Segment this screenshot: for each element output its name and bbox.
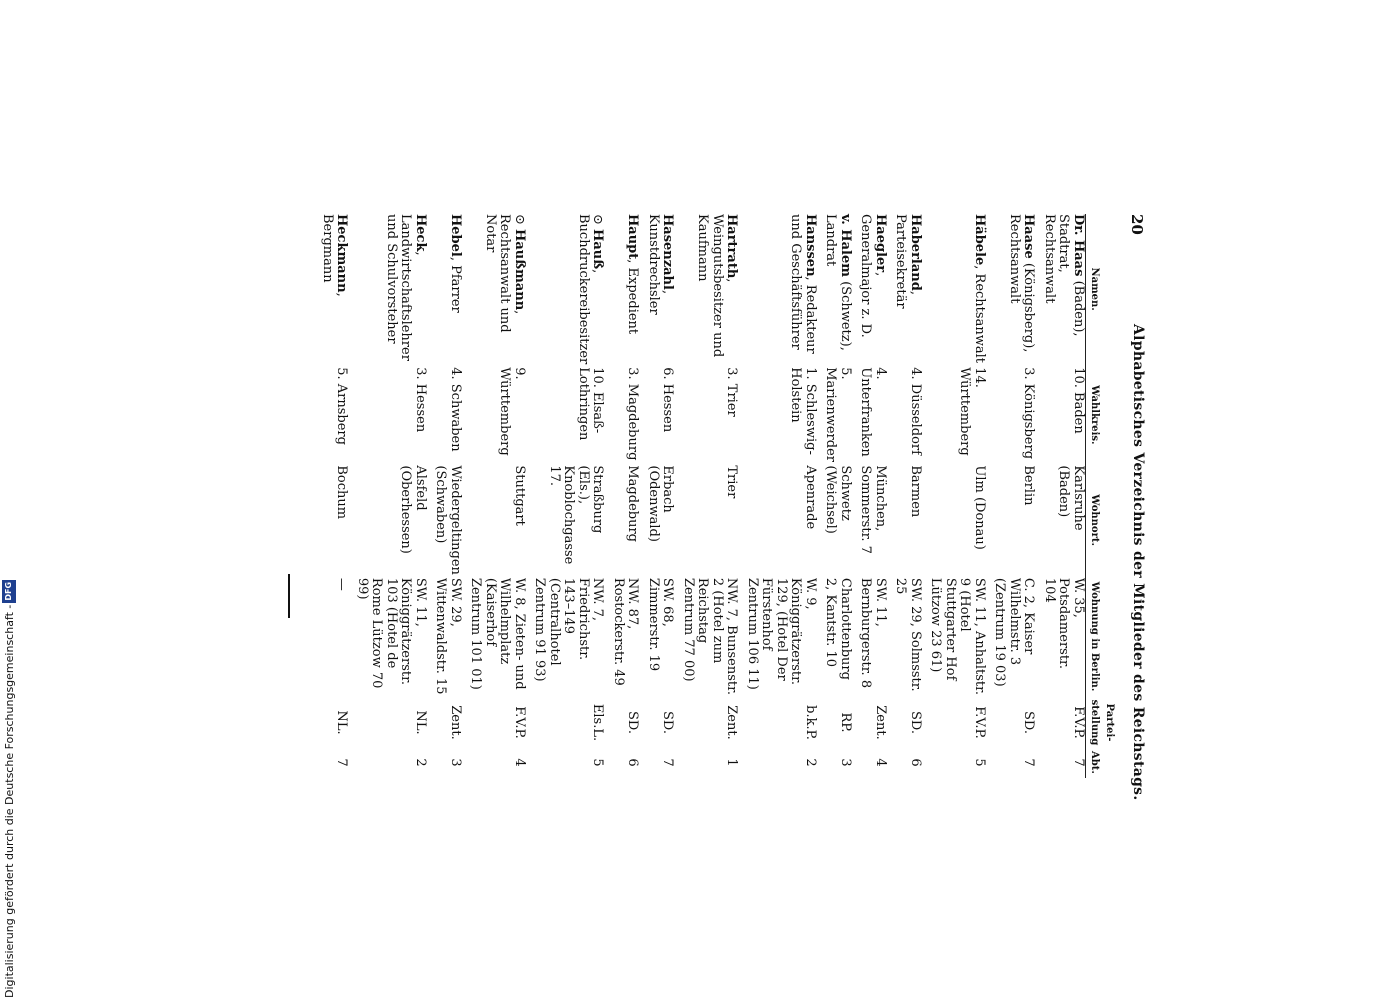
member-name xyxy=(320,214,355,367)
member-berlin-address: W. 8, Zieten- und Wilhelmplatz (Kaiserhof Zentrum 101 01) xyxy=(468,577,527,690)
member-occupation: , Weingutsbesitzer und Kaufmann xyxy=(695,214,740,358)
member-partei: RP. xyxy=(838,712,853,733)
page-number: 20 xyxy=(1128,214,1146,235)
dfg-logo: DFG xyxy=(2,580,16,603)
member-occupation: (Baden), Stadtrat, Rechtsanwalt xyxy=(1042,214,1086,337)
member-occupation: (Königsberg), Rechtsanwalt xyxy=(1007,214,1037,353)
member-name xyxy=(745,214,824,367)
member-surname: Hauß xyxy=(590,229,606,270)
member-surname: Hasenzahl xyxy=(660,214,676,290)
member-occupation: , Bergmann xyxy=(320,214,350,297)
member-occupation: , Landwirtschaftslehrer und Schulvorsteher xyxy=(384,214,428,361)
member-wahlkreis: 6. Hessen xyxy=(660,367,676,433)
member-berlin-address: NW. 87, Rostockerstr. 49 xyxy=(611,577,641,686)
member-partei: Zent. xyxy=(724,705,740,740)
member-berlin-address: NW. 7, Friedrichstr. 143–149 (Centralhotel Zentrum 91 93) xyxy=(532,577,606,682)
deceased-mark: ⊙ xyxy=(590,214,606,230)
member-name xyxy=(355,214,434,367)
member-berlin-address: SW. 11, Königgrätzerstr. 103 (Hotel de Rome Lützow 70 99) xyxy=(355,577,428,689)
member-partei: F.V.P. xyxy=(1071,706,1086,739)
member-surname: Heck xyxy=(413,214,428,252)
member-abt: 4 xyxy=(873,758,888,767)
table-row xyxy=(745,214,824,778)
member-name xyxy=(893,214,928,367)
member-partei: NL. xyxy=(334,710,350,735)
table-row xyxy=(320,214,355,778)
member-name xyxy=(858,214,893,367)
header-wahlkreis: Wahlkreis. xyxy=(1086,367,1117,465)
member-abt: 5 xyxy=(972,758,987,767)
member-occupation: , Parteisekretär xyxy=(893,214,923,309)
member-wahlkreis: 4. Schwaben xyxy=(448,367,463,452)
table-row xyxy=(532,214,611,778)
member-partei: F.V.P. xyxy=(972,706,987,739)
member-partei: SD. xyxy=(1021,711,1037,734)
member-wohnort: Stuttgart xyxy=(512,465,527,526)
member-wahlkreis: 5. Arnsberg xyxy=(334,367,350,445)
table-row xyxy=(823,214,858,778)
member-partei: SD. xyxy=(908,711,923,734)
member-abt: 4 xyxy=(512,758,527,767)
member-wohnort: Erbach (Odenwald) xyxy=(646,465,676,542)
member-abt: 6 xyxy=(908,758,923,767)
member-wahlkreis: 4. Düsseldorf xyxy=(908,367,923,455)
member-occupation: , Buchdruckereibesitzer xyxy=(576,214,606,365)
member-occupation: , Rechtsanwalt und Notar xyxy=(483,214,527,333)
member-name xyxy=(928,214,992,367)
member-berlin-address: — xyxy=(334,577,350,591)
header-berlin: Wohnung in Berlin. xyxy=(1086,578,1117,698)
member-name xyxy=(681,214,745,367)
member-occupation: , Rechtsanwalt xyxy=(972,265,987,363)
member-partei: NL. xyxy=(413,710,428,735)
member-name xyxy=(823,214,858,367)
footer-credit xyxy=(1,581,17,998)
header-partei: Partei-stellung xyxy=(1086,698,1117,750)
member-name xyxy=(433,214,468,367)
member-wohnort: Berlin xyxy=(1021,465,1037,506)
member-wahlkreis: 10. Baden xyxy=(1071,367,1086,434)
header-abt: Abt. xyxy=(1086,750,1117,778)
member-name xyxy=(532,214,611,367)
member-table xyxy=(320,214,1117,778)
member-berlin-address: Charlottenburg 2, Kantstr. 10 xyxy=(823,577,853,680)
member-wohnort: Apenrade xyxy=(803,465,818,530)
member-wohnort: Straßburg (Els.), Knoblochgasse 17. xyxy=(547,465,606,565)
member-partei: F.V.P. xyxy=(512,706,527,739)
member-name xyxy=(468,214,532,367)
table-row xyxy=(355,214,434,778)
member-berlin-address: NW. 7, Bunsenstr. 2 (Hotel zum Reichstag Zentrum 77 00) xyxy=(681,577,740,696)
table-row xyxy=(928,214,992,778)
member-partei: SD. xyxy=(660,711,676,734)
table-header-row xyxy=(1086,214,1117,778)
member-name xyxy=(646,214,681,367)
member-surname: Haase xyxy=(1021,214,1037,259)
member-surname: Häbele xyxy=(972,214,987,266)
member-surname: Haußmann xyxy=(512,229,527,311)
member-berlin-address: SW. 68, Zimmerstr. 19 xyxy=(646,577,676,672)
member-abt: 6 xyxy=(625,758,641,767)
member-abt: 5 xyxy=(590,758,606,767)
member-abt: 7 xyxy=(660,758,676,767)
member-wohnort: Alsfeld (Oberhessen) xyxy=(398,465,428,554)
member-abt: 2 xyxy=(803,758,818,767)
member-wahlkreis: 4. Unterfranken xyxy=(858,367,888,457)
member-surname: v. Halem xyxy=(838,214,853,277)
page-title: Alphabetisches Verzeichnis der Mitglieder des Reichstags. xyxy=(1130,324,1146,801)
rotated-page xyxy=(246,214,1146,814)
member-surname: Heckmann xyxy=(334,214,350,293)
member-berlin-address: C. 2, Kaiser Wilhelmstr. 3 (Zentrum 19 03) xyxy=(992,577,1037,687)
table-row xyxy=(468,214,532,778)
member-wahlkreis: 10. Elsaß-Lothringen xyxy=(576,367,606,441)
member-surname: Haegler xyxy=(873,214,888,273)
member-wohnort: Trier xyxy=(724,465,740,499)
member-wahlkreis: 3. Königsberg xyxy=(1021,367,1037,460)
member-name xyxy=(992,214,1042,367)
member-name xyxy=(611,214,646,367)
end-rule xyxy=(288,574,290,618)
member-partei: b.k.P. xyxy=(803,705,818,740)
member-wohnort: Ulm (Donau) xyxy=(972,465,987,550)
member-wohnort: Schwetz (Weichsel) xyxy=(823,465,853,534)
member-wahlkreis: 14. Württemberg xyxy=(957,367,987,456)
member-surname: Haupt xyxy=(625,214,641,260)
member-occupation: , Expedient xyxy=(625,259,641,335)
member-abt: 7 xyxy=(1071,758,1086,767)
member-abt: 1 xyxy=(724,758,740,767)
member-berlin-address: SW. 29, Solmsstr. 25 xyxy=(893,577,923,692)
member-surname: Dr. Haas xyxy=(1071,214,1086,277)
member-surname: Hartrath xyxy=(724,214,740,279)
member-wahlkreis: 3. Magdeburg xyxy=(625,367,641,461)
member-partei: Zent. xyxy=(448,705,463,740)
member-wohnort: Magdeburg xyxy=(625,465,641,543)
member-wohnort: Karlsruhe (Baden) xyxy=(1056,465,1086,531)
table-row xyxy=(858,214,893,778)
member-partei: SD. xyxy=(625,711,641,734)
footer-text: Digitalisierung gefördert durch die Deutsche Forschungsgemeinschaft - xyxy=(2,604,16,998)
member-wahlkreis: 3. Hessen xyxy=(413,367,428,433)
table-row xyxy=(433,214,468,778)
header-name: Namen. xyxy=(1086,214,1117,367)
member-occupation: , Pfarrer xyxy=(448,256,463,313)
member-name xyxy=(1042,214,1086,367)
member-wahlkreis: 3. Trier xyxy=(724,367,740,417)
member-berlin-address: SW. 11, Bernburgerstr. 8 xyxy=(858,577,888,689)
member-abt: 7 xyxy=(1021,758,1037,767)
member-abt: 3 xyxy=(838,758,853,767)
member-wahlkreis: 5. Marienwerder xyxy=(823,367,853,462)
member-partei: Els.L. xyxy=(590,703,606,742)
header-wohnort: Wohnort. xyxy=(1086,465,1117,578)
member-berlin-address: W. 9, Königgrätzerstr. 129, (Hotel Der Fürstenhof Zentrum 106 11) xyxy=(745,577,818,690)
table-row xyxy=(1042,214,1086,778)
member-wohnort: Bochum xyxy=(334,465,350,520)
deceased-mark: ⊙ xyxy=(512,214,527,230)
member-wahlkreis: 9. Württemberg xyxy=(497,367,527,456)
member-abt: 3 xyxy=(448,758,463,767)
member-partei: Zent. xyxy=(873,705,888,740)
member-wohnort: Wiedergeltingen (Schwaben) xyxy=(433,465,463,575)
member-surname: Hebel xyxy=(448,214,463,257)
member-occupation: , Generalmajor z. D. xyxy=(858,214,888,338)
member-occupation: , Redakteur und Geschäftsführer xyxy=(788,214,818,354)
member-wohnort: München, Sommerstr. 7 xyxy=(858,465,888,554)
member-occupation: (Schwetz), Landrat xyxy=(823,214,853,351)
member-wohnort: Barmen xyxy=(908,465,923,518)
member-surname: Haberland xyxy=(908,214,923,291)
table-row xyxy=(611,214,646,778)
table-row xyxy=(681,214,745,778)
member-surname: Hanssen xyxy=(803,214,818,277)
member-abt: 7 xyxy=(334,758,350,767)
member-abt: 2 xyxy=(413,758,428,767)
table-row xyxy=(893,214,928,778)
member-occupation: , Kunstdrechsler xyxy=(646,214,676,315)
table-body xyxy=(320,214,1086,778)
member-berlin-address: SW. 29, Wittenwaldstr. 15 xyxy=(433,577,463,695)
member-berlin-address: W. 35, Potsdamerstr. 104 xyxy=(1042,577,1086,669)
table-row xyxy=(992,214,1042,778)
member-berlin-address: SW. 11, Anhaltstr. 9 (Hotel Stuttgarter Hof Lützow 23 61) xyxy=(928,577,987,696)
member-wahlkreis: 1. Schleswig-Holstein xyxy=(788,367,818,455)
table-row xyxy=(646,214,681,778)
